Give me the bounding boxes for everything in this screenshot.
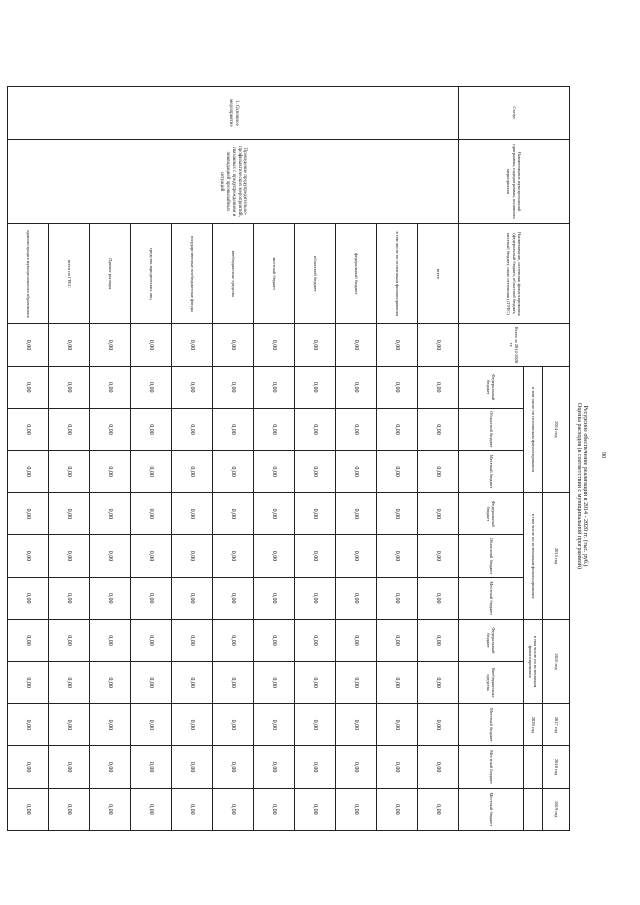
value-cell: 0,00 [49, 451, 90, 493]
value-cell: 0,00 [336, 662, 377, 704]
source-cell: всего [418, 224, 459, 324]
header-extra-3: Внебюджетные средства [459, 662, 524, 704]
value-cell: 0,00 [8, 577, 49, 619]
value-cell: 0,00 [90, 662, 131, 704]
source-cell: федеральный бюджет [336, 224, 377, 324]
source-cell: всего по ГРБС [49, 224, 90, 324]
value-cell: 0,00 [49, 704, 90, 746]
value-cell: 0,00 [49, 788, 90, 830]
value-cell: 0,00 [254, 493, 295, 535]
value-cell: 0,00 [418, 746, 459, 788]
value-cell: 0,00 [172, 408, 213, 450]
header-blank-1 [524, 746, 543, 788]
value-cell: 0,00 [49, 619, 90, 661]
value-cell: 0,00 [172, 366, 213, 408]
value-cell: 0,00 [377, 704, 418, 746]
value-cell: 0,00 [336, 746, 377, 788]
value-cell: 0,00 [213, 619, 254, 661]
value-cell: 0,00 [377, 619, 418, 661]
header-total: Всего за 2014-2020 гг. [459, 324, 570, 366]
value-cell: 0,00 [131, 408, 172, 450]
header-sub-sources-2: в том числе по источникам финансирования [524, 493, 543, 620]
page-number: 90 [600, 452, 606, 458]
source-cell: администрация муниципального образования [8, 224, 49, 324]
table-title [568, 146, 588, 826]
header-program-name: Наименование муниципальной программы, подпрограммы, основного мероприятия [459, 139, 570, 223]
value-cell: 0,00 [90, 408, 131, 450]
value-cell: 0,00 [377, 451, 418, 493]
value-cell: 0,00 [49, 662, 90, 704]
value-cell: 0,00 [418, 493, 459, 535]
value-cell: 0,00 [131, 662, 172, 704]
value-cell: 0,00 [377, 788, 418, 830]
value-cell: 0,00 [131, 619, 172, 661]
value-cell: 0,00 [295, 366, 336, 408]
value-cell: 0,00 [254, 451, 295, 493]
value-cell: 0,00 [418, 324, 459, 366]
value-cell: 0,00 [336, 535, 377, 577]
value-cell: 0,00 [418, 619, 459, 661]
value-cell: 0,00 [254, 324, 295, 366]
source-cell: областной бюджет [295, 224, 336, 324]
value-cell: 0,00 [90, 577, 131, 619]
value-cell: 0,00 [49, 408, 90, 450]
source-cell: Прочие расходы [90, 224, 131, 324]
value-cell: 0,00 [49, 324, 90, 366]
header-year-2020: 2020 год [524, 704, 543, 746]
header-year-2016: 2016 год [543, 619, 570, 703]
value-cell: 0,00 [418, 662, 459, 704]
value-cell: 0,00 [49, 535, 90, 577]
value-cell: 0,00 [254, 577, 295, 619]
value-cell: 0,00 [295, 451, 336, 493]
value-cell: 0,00 [418, 704, 459, 746]
value-cell: 0,00 [49, 577, 90, 619]
value-cell: 0,00 [172, 577, 213, 619]
value-cell: 0,00 [254, 366, 295, 408]
header-blank-2 [524, 788, 543, 830]
value-cell: 0,00 [172, 493, 213, 535]
value-cell: 0,00 [172, 662, 213, 704]
value-cell: 0,00 [49, 746, 90, 788]
value-cell: 0,00 [90, 535, 131, 577]
value-cell: 0,00 [336, 493, 377, 535]
title-line-2: Оценка расходов (в соответствии с муниципальной программой) [576, 403, 582, 569]
value-cell: 0,00 [377, 324, 418, 366]
header-local-6: Местный бюджет [459, 788, 524, 830]
value-cell: 0,00 [131, 366, 172, 408]
value-cell: 0,00 [254, 788, 295, 830]
value-cell: 0,00 [295, 746, 336, 788]
value-cell: 0,00 [213, 577, 254, 619]
value-cell: 0,00 [8, 788, 49, 830]
budget-table [7, 86, 570, 831]
rotated-table-canvas [25, 86, 594, 831]
value-cell: 0,00 [254, 535, 295, 577]
header-sub-sources-3: в том числе по источникам финансирования [524, 619, 543, 703]
value-cell: 0,00 [213, 746, 254, 788]
header-federal-2: Федеральный бюджет [459, 493, 524, 535]
value-cell: 0,00 [8, 535, 49, 577]
value-cell: 0,00 [131, 704, 172, 746]
value-cell: 0,00 [418, 788, 459, 830]
value-cell: 0,00 [295, 577, 336, 619]
value-cell: 0,00 [172, 746, 213, 788]
value-cell: 0,00 [377, 493, 418, 535]
value-cell: 0,00 [8, 324, 49, 366]
value-cell: 0,00 [131, 788, 172, 830]
source-cell: в том числе по источникам финансирования [377, 224, 418, 324]
source-cell: внебюджетные средства [213, 224, 254, 324]
value-cell: 0,00 [131, 493, 172, 535]
value-cell: 0,00 [418, 451, 459, 493]
header-year-2014: 2014 год [543, 366, 570, 493]
header-year-2015: 2015 год [543, 493, 570, 620]
value-cell: 0,00 [295, 662, 336, 704]
table-body [8, 87, 459, 831]
value-cell: 0,00 [336, 577, 377, 619]
value-cell: 0,00 [172, 324, 213, 366]
value-cell: 0,00 [172, 619, 213, 661]
value-cell: 0,00 [8, 662, 49, 704]
value-cell: 0,00 [213, 366, 254, 408]
value-cell: 0,00 [131, 324, 172, 366]
source-cell: местный бюджет [254, 224, 295, 324]
value-cell: 0,00 [295, 324, 336, 366]
value-cell: 0,00 [8, 366, 49, 408]
value-cell: 0,00 [336, 451, 377, 493]
value-cell: 0,00 [377, 577, 418, 619]
value-cell: 0,00 [90, 746, 131, 788]
value-cell: 0,00 [418, 366, 459, 408]
value-cell: 0,00 [90, 366, 131, 408]
value-cell: 0,00 [8, 408, 49, 450]
value-cell: 0,00 [172, 788, 213, 830]
source-cell: средства юридических лиц [131, 224, 172, 324]
value-cell: 0,00 [377, 746, 418, 788]
value-cell: 0,00 [377, 662, 418, 704]
group-status: 1. Основное мероприятие [8, 87, 459, 140]
value-cell: 0,00 [254, 746, 295, 788]
value-cell: 0,00 [336, 619, 377, 661]
value-cell: 0,00 [49, 493, 90, 535]
value-cell: 0,00 [418, 408, 459, 450]
header-sub-sources: в том числе по источникам финансирования [524, 366, 543, 493]
value-cell: 0,00 [336, 324, 377, 366]
header-local-1: Местный бюджет [459, 451, 524, 493]
value-cell: 0,00 [172, 704, 213, 746]
value-cell: 0,00 [131, 535, 172, 577]
value-cell: 0,00 [295, 619, 336, 661]
value-cell: 0,00 [90, 704, 131, 746]
value-cell: 0,00 [8, 451, 49, 493]
header-year-2018: 2018 год [543, 746, 570, 788]
value-cell: 0,00 [418, 577, 459, 619]
value-cell: 0,00 [213, 662, 254, 704]
group-program-name: Проведение предупредительно-профилактических мероприятий, связанных с предупреждением и ликвидацией чрезвычайных ситуаций [8, 139, 459, 223]
value-cell: 0,00 [8, 746, 49, 788]
value-cell: 0,00 [336, 408, 377, 450]
value-cell: 0,00 [8, 619, 49, 661]
value-cell: 0,00 [90, 788, 131, 830]
value-cell: 0,00 [295, 535, 336, 577]
value-cell: 0,00 [131, 746, 172, 788]
header-federal-3: Федеральный бюджет [459, 619, 524, 661]
header-local-5: Местный бюджет [459, 746, 524, 788]
value-cell: 0,00 [213, 451, 254, 493]
value-cell: 0,00 [377, 408, 418, 450]
value-cell: 0,00 [295, 493, 336, 535]
source-cell: государственные внебюджетные фонды [172, 224, 213, 324]
value-cell: 0,00 [8, 704, 49, 746]
value-cell: 0,00 [254, 662, 295, 704]
value-cell: 0,00 [90, 493, 131, 535]
value-cell: 0,00 [90, 324, 131, 366]
header-local-2: Местный бюджет [459, 577, 524, 619]
header-federal-1: Федеральный бюджет [459, 366, 524, 408]
title-line-1: Ресурсное обеспечение реализации в 2014 - 2020 гг. (тыс. руб.) [582, 405, 588, 567]
header-regional-2: Областной бюджет [459, 535, 524, 577]
header-sources: Наименование, источники финансирования (федеральный бюджет, областной бюджет, местный бюджет, иные источники) (ГРБС) [459, 224, 570, 324]
header-regional-1: Областной бюджет [459, 408, 524, 450]
value-cell: 0,00 [418, 535, 459, 577]
value-cell: 0,00 [377, 366, 418, 408]
value-cell: 0,00 [90, 619, 131, 661]
value-cell: 0,00 [213, 493, 254, 535]
value-cell: 0,00 [336, 366, 377, 408]
value-cell: 0,00 [172, 451, 213, 493]
header-local-4: Местный бюджет [459, 704, 524, 746]
value-cell: 0,00 [131, 577, 172, 619]
value-cell: 0,00 [254, 704, 295, 746]
value-cell: 0,00 [213, 788, 254, 830]
value-cell: 0,00 [131, 451, 172, 493]
value-cell: 0,00 [213, 408, 254, 450]
value-cell: 0,00 [172, 535, 213, 577]
value-cell: 0,00 [295, 408, 336, 450]
value-cell: 0,00 [213, 704, 254, 746]
value-cell: 0,00 [90, 451, 131, 493]
value-cell: 0,00 [49, 366, 90, 408]
value-cell: 0,00 [213, 324, 254, 366]
value-cell: 0,00 [8, 493, 49, 535]
table-row [418, 87, 459, 831]
header-status: Статус [459, 87, 570, 140]
value-cell: 0,00 [254, 408, 295, 450]
value-cell: 0,00 [336, 788, 377, 830]
value-cell: 0,00 [295, 788, 336, 830]
value-cell: 0,00 [336, 704, 377, 746]
value-cell: 0,00 [377, 535, 418, 577]
header-year-2017: 2017 год [543, 704, 570, 746]
header-year-2019: 2019 год [543, 788, 570, 830]
value-cell: 0,00 [213, 535, 254, 577]
value-cell: 0,00 [295, 704, 336, 746]
value-cell: 0,00 [254, 619, 295, 661]
